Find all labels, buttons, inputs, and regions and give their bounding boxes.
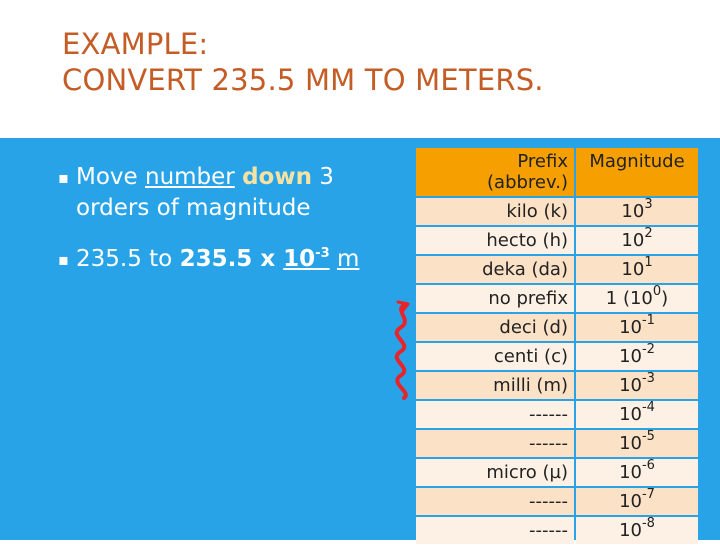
squiggle-arrow-icon: [388, 300, 416, 402]
magnitude-base: 10: [619, 520, 642, 541]
slide-title: [62, 26, 544, 98]
bullet2-power-base: 10: [283, 246, 316, 272]
magnitude-exponent: -1: [641, 313, 655, 328]
title-line-1: EXAMPLE:: [62, 27, 209, 61]
magnitude-exponent: -2: [641, 342, 655, 357]
bullet-list: [58, 162, 398, 295]
prefix-magnitude-table: [414, 146, 700, 546]
prefix-cell: ------: [416, 401, 574, 428]
bullet1-text-a: Move: [76, 164, 145, 190]
magnitude-base: 10: [621, 201, 645, 222]
table-row: [416, 430, 698, 457]
table-row: [416, 372, 698, 399]
prefix-cell: ------: [416, 488, 574, 515]
magnitude-base: 10: [621, 259, 645, 280]
prefix-cell: centi (c): [416, 343, 574, 370]
square-bullet-icon: ▪: [58, 250, 69, 269]
prefix-cell: milli (m): [416, 372, 574, 399]
table-row: [416, 343, 698, 370]
magnitude-exponent: -8: [641, 516, 655, 531]
prefix-cell: deka (da): [416, 256, 574, 283]
prefix-cell: deci (d): [416, 314, 574, 341]
bullet1-space: [235, 164, 242, 190]
magnitude-base: 1 (10: [605, 288, 653, 309]
magnitude-cell: [576, 256, 698, 283]
bullet-item-1: [58, 162, 398, 224]
magnitude-exponent: 0: [652, 284, 662, 299]
magnitude-cell: [576, 285, 698, 312]
bullet2-converted: 235.5 x: [179, 246, 284, 272]
table-row: [416, 256, 698, 283]
title-line-2: CONVERT 235.5 MM TO METERS.: [62, 63, 544, 97]
bullet-item-2: [58, 244, 398, 275]
magnitude-cell: [576, 459, 698, 486]
prefix-cell: ------: [416, 430, 574, 457]
table-row: [416, 198, 698, 225]
prefix-cell: micro (µ): [416, 459, 574, 486]
bullet2-text: 235.5 to: [76, 246, 180, 272]
magnitude-base: 10: [621, 230, 645, 251]
bullet2-power-exp: -3: [315, 246, 330, 261]
magnitude-base: 10: [619, 433, 642, 454]
magnitude-cell: [576, 488, 698, 515]
magnitude-exponent: -5: [641, 429, 655, 444]
magnitude-cell: [576, 227, 698, 254]
prefix-cell: hecto (h): [416, 227, 574, 254]
magnitude-base: 10: [619, 375, 642, 396]
bullet1-down: down: [242, 164, 312, 190]
magnitude-base: 10: [619, 317, 642, 338]
table-row: [416, 285, 698, 312]
prefix-cell: no prefix: [416, 285, 574, 312]
bullet2-unit: m: [336, 246, 360, 272]
bullet1-number: number: [145, 164, 235, 190]
magnitude-exponent: -6: [641, 458, 655, 473]
bullet1-text-b: 3 orders of magnitude: [76, 164, 334, 221]
magnitude-cell: [576, 401, 698, 428]
magnitude-exponent: -4: [641, 400, 655, 415]
header-magnitude: Magnitude: [576, 148, 698, 196]
prefix-cell: kilo (k): [416, 198, 574, 225]
magnitude-base: 10: [619, 404, 642, 425]
magnitude-base: 10: [619, 491, 642, 512]
magnitude-base: 10: [619, 462, 642, 483]
header-prefix-line1: Prefix: [517, 151, 568, 172]
table-row: [416, 459, 698, 486]
bullet2-power: [283, 246, 329, 272]
magnitude-suffix: ): [661, 288, 669, 309]
header-prefix-line2: (abbrev.): [487, 172, 568, 193]
magnitude-cell: [576, 372, 698, 399]
magnitude-exponent: -3: [641, 371, 655, 386]
magnitude-cell: [576, 430, 698, 457]
table-row: [416, 227, 698, 254]
magnitude-exponent: 3: [644, 197, 653, 212]
table-row: [416, 314, 698, 341]
magnitude-exponent: -7: [641, 487, 655, 502]
header-prefix: [416, 148, 574, 196]
magnitude-exponent: 1: [644, 255, 653, 270]
square-bullet-icon: ▪: [58, 168, 69, 187]
table-header-row: [416, 148, 698, 196]
title-area: [0, 0, 720, 118]
prefix-cell: ------: [416, 517, 574, 544]
magnitude-cell: [576, 343, 698, 370]
magnitude-cell: [576, 198, 698, 225]
bullet2-gap: [330, 246, 337, 272]
table-row: [416, 401, 698, 428]
magnitude-exponent: 2: [644, 226, 653, 241]
magnitude-cell: [576, 314, 698, 341]
table-row: [416, 488, 698, 515]
magnitude-base: 10: [619, 346, 642, 367]
